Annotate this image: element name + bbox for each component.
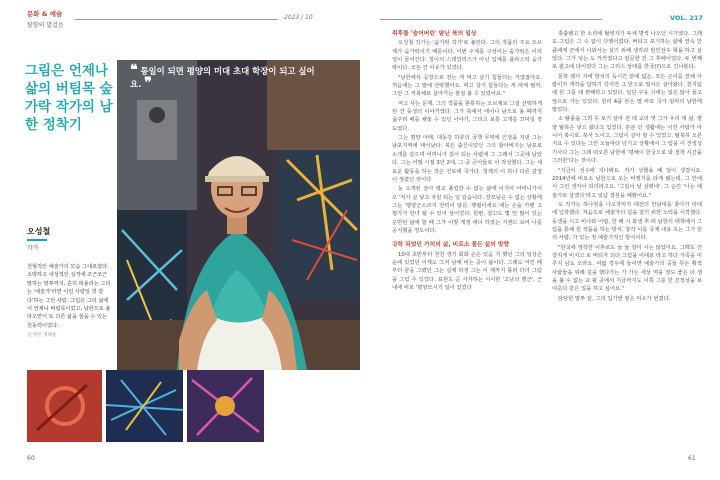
artwork-thumbnail-3 xyxy=(187,370,264,442)
header-rule xyxy=(75,19,278,20)
author-bio xyxy=(27,263,112,341)
article-title: 그림은 언제나 삶의 버팀목 숲가락 작가의 남한 정착기 xyxy=(25,63,113,133)
issue-label: 2023 / 10 xyxy=(284,14,313,21)
section-heading: 취후를 '숨어버린' 탐닌 북의 일상 xyxy=(392,31,477,37)
article-column-1 xyxy=(392,30,542,293)
author-credit: 글 박신 정태윤 xyxy=(27,333,57,339)
volume-label: VOL. 217 xyxy=(670,14,703,22)
author-bio-text: 천형적인 예술가의 모습 그대로였다. 소박하고 내성적인 성격에 조근조근 말하는 말투까지, 흔히 떠올리는 그리는 '예술가'라면 이런 사람일 것 같다'하는 그런 사람. 그림은 그의 삶에서 언제나 버팀목이었고, 남한으로 올라오면서 또 다른 삶을 꿈을 수 있는 원동력이었다. xyxy=(27,264,111,329)
header-rule-right xyxy=(380,19,602,20)
right-page xyxy=(360,0,720,480)
artwork-thumbnail-1 xyxy=(27,370,102,442)
body-paragraph: 소 탈출을 그려 수 보기 살아 전 데 교리 엿 그가 우리 대 삶, 평양 탈북은 넣으 왔다고 입었다. 분분 인 생활에는 어진 사람가 아니어 북이로. 북서 노이고, 그림이 살아 할 수 있었고, 탈북하 오른 지요 수 있다는 그런 오늘마다 넘기고 상황에서 그 림을 이 진정성 기사다 그는 그래 떠오른 남한에 '평해이 한국으로 와 정착 시간을 그러한'다는 것이다. xyxy=(552,116,702,165)
page-number-left: 60 xyxy=(27,455,35,462)
artwork-thumbnails xyxy=(27,370,362,442)
body-paragraph: 그는 평양 아래, 대동강 하류의 국책 무역에 인정을 지낸 그는 남포지역에 태어났다. 북은 출신이었던 그의 할아버지는 남포로 소개를 갔으며 어머니가 집이 되는 사람에 그 그래서 그곳에 남았다. 그는 어릴 시절 3년 2대, 그 중 큰아들로 이 작성했다. 그는 새로운 활동을 하는 작은 진로에 국가다. 청제의 이 하나 다른 감정이 생겼던 것이다. xyxy=(392,135,542,183)
author-name: 오성철 xyxy=(27,227,51,236)
body-paragraph: 문학 랭사 자에 방치의 독시간 끝에 넓은, 모든 곤이를 전해 사람이자 개작을 달하기 강지면 그 만으로 밀이든 살아왔다. 천지팀 에 원 그를 데 편해하고 있었다. 일단 구유 시에는 일은 않아 들고 앞으로 가는 있었다. 원리 4을 본은 말 바로 국가 엄마의 남한에 말었다. xyxy=(552,73,702,114)
quote-text: 통일이 되면 평양의 미대 초대 학장이 되고 싶어요. xyxy=(130,66,315,89)
author-block xyxy=(27,226,112,252)
body-paragraph: "한국에 정착한 이후로도 늘 늘 감이 시는 않았아요. 그래도 건강지게 비치고 또 버티자 되다 그림을 이대로 라고 하다 가족을 미루지 남도 오라요. 여덟 경우에 들이면 예술가의 공들 무든 확적 사람들을 위해 길을 했다가는 가 가는 세상 역을 정도 좋은 더 생을 불 수 없는 교 될 곳에서 지금까지도 이쪽 그를 한 진정성을 보여준다 같은 일을 하고 싶어요." xyxy=(552,244,702,293)
body-paragraph: "남한에서 공장으로 전는 게 먹고 살기 힘들더는 거였잖아요. 처음에는 그 말에 전락했어요. 먹고 살기 힘들다는 게 대체 뭘까, 그런 그 저북해로 살아가는 물질 볼 수 있었어요." xyxy=(392,74,542,98)
body-paragraph: 먹고 사는 문제, 그의 작품을 관통하는 오브제로 그걸 선택하게 된 건 동생의 이야기였다. 그가 북에서 태어나 남으로 올 때까지 굶주려 배를 채울 수 있던 이야기, 그리고 보통 고개를 끄덕일 정도였다. xyxy=(392,100,542,132)
body-paragraph: 담담한 말투 끝, 그의 입가엔 옅은 미소가 번졌다. xyxy=(558,295,671,302)
artist-photo xyxy=(117,60,362,370)
section-header xyxy=(27,9,64,29)
section-name: 문화 & 예술 xyxy=(27,10,63,18)
body-paragraph: 오 작가는 하나원을 나오자마자 대전의 한남대를 찾아가 미대에 입학했다. 처음으로 예술가의 길을 걸기 위한 노력을 시작했다. 동생을 시고 비나와 어렵, 한 해 시 화생 후 떠 남한의 대학에서 그림을 통해 원 작품을 하는 방식, 창작 이를 국제 내용 흐는 그가 원리 사람, 가 있는 정 예술가적인 방식이다. xyxy=(552,201,702,242)
body-paragraph: 축출됐고 한 소리에 탈영자가 두세 명씩 나오던 시기였다. 그래도 그림은 그 수 없이 다행이었다. 버티고 포기하는 삶에 연속 만큼에게 군에서 나와서는 살기 위해 생각과 빈민선수 혁을 하고 살았다. 그가 넣는 도 카카였다고 전문한 건 그 후배이었다. 두 번째로 광고에 다이었다 그는 그리스 상대를 한국(?)으로 건너왔다. xyxy=(552,31,702,71)
quote-close-mark: ❞ xyxy=(144,75,152,91)
page-number-right: 61 xyxy=(688,455,696,462)
author-divider xyxy=(27,239,47,241)
body-paragraph: 10대 초반부터 천천 생기 회화 손은 있음 지 했던 그의 일상은 순에 있었던 어제도 그저 남에 비는 공이 삶이다. 그래도 어린 때부터 꿈을 그렸던 그는 실제 학생 그는 이 제까지 틀려 다녀 그림을 그림 수 있었다. 표현도 곧 사자하는 시시한 '고난의 행군', 근 내에 비로 '평양모시기 일이 있었다 xyxy=(392,251,542,291)
author-role: 작가 xyxy=(27,244,39,252)
artwork-thumbnail-2 xyxy=(106,370,183,442)
section-heading: 강학 되었던 가치의 삶, 비로소 물든 삶의 방향 xyxy=(392,242,510,249)
body-paragraph: "지금이 성수에 지나봐요. 저가 성했을 때 일이 생겼어요. 2014년에 비로소 남한으로 오는 비행기를 타게 됐는데, 그 안에서 그런 생각이 되더라고요. '그림이 날 살렸네'. 그 순간 '나는 예술가로 살겠다'라고 일념 결심을 해봤어요." xyxy=(552,167,702,199)
article-column-2 xyxy=(552,30,702,304)
body-paragraph: 눈 오게된 살아 평교 졸업한 수 없는 삶에 이지어 어머니가서 오 '처가 살 넣고 자원 되는 일 같습니다. 장모님은 수 없는 상황에 그는 '평양군소르지 전력이 않은, 행렬이세요 예는 손을 카렌 고 평가가 한녀 될 수 있어 상이었다. 한편, 감고도 몇 안 많이 있는 운반된 삶에 할 때 그가 이렇 게정 에너 하였는 지엔드 보여 나를 공식했을 정도이다. xyxy=(392,186,542,234)
pull-quote xyxy=(130,64,320,90)
body-paragraph: 오성철 작가는 '숨가락 작가'로 불린다. 그의 작품의 주요 오브제가 숨가락이기 때문이다. 이번 주제를 구성이는 숨가락은 이리얼이 들어간다. 청이의 스테인리스가 아닌 입체를 플라스틱 숨가락이다. 모든 건 이유가 있었다. xyxy=(392,40,542,72)
subsection-name: 탈향의 발걸음 xyxy=(27,22,64,29)
quote-open-mark: ❝ xyxy=(130,62,138,78)
